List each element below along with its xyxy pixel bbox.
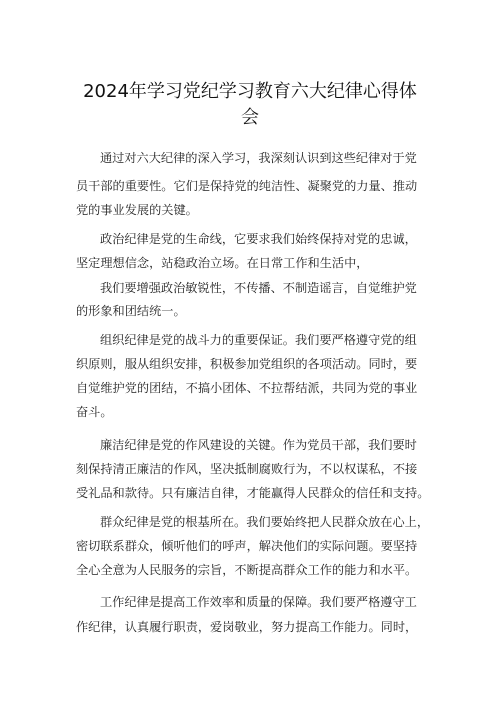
body-line: 全心全意为人民服务的宗旨，不断提高群众工作的能力和水平。: [76, 563, 418, 577]
body-line: 党的事业发展的关键。: [76, 203, 198, 217]
body-line: 密切联系群众，倾听他们的呼声，解决他们的实际问题。要坚持: [76, 539, 418, 553]
body-line: 自觉维护党的团结，不搞小团体、不拉帮结派，共同为党的事业: [76, 381, 418, 395]
body-line: 织原则，服从组织安排，积极参加党组织的各项活动。同时，要: [76, 357, 418, 371]
body-line: 群众纪律是党的根基所在。我们要始终把人民群众放在心上，: [100, 515, 430, 529]
body-line: 我们要增强政治敏锐性，不传播、不制造谣言，自觉维护党: [100, 281, 417, 295]
body-line: 员干部的重要性。它们是保持党的纯洁性、凝聚党的力量、推动: [76, 179, 418, 193]
body-line: 受礼品和款待。只有廉洁自律，才能赢得人民群众的信任和支持。: [76, 486, 430, 500]
body-line: 奋斗。: [76, 405, 113, 419]
body-line: 作纪律，认真履行职责，爱岗敬业，努力提高工作能力。同时，: [76, 620, 418, 634]
body-line: 坚定理想信念，站稳政治立场。在日常工作和生活中，: [76, 256, 369, 270]
body-line: 政治纪律是党的生命线，它要求我们始终保持对党的忠诚，: [100, 232, 417, 246]
body-line: 刻保持清正廉洁的作风，坚决抵制腐败行为，不以权谋私，不接: [76, 462, 418, 476]
body-line: 的形象和团结统一。: [76, 304, 186, 318]
body-line: 组织纪律是党的战斗力的重要保证。我们要严格遵守党的组: [100, 333, 417, 347]
body-line: 廉洁纪律是党的作风建设的关键。作为党员干部，我们要时: [100, 438, 417, 452]
body-line: 通过对六大纪律的深入学习，我深刻认识到这些纪律对于党: [100, 151, 417, 165]
document-title-line-2: 会: [241, 107, 259, 128]
body-line: 工作纪律是提高工作效率和质量的保障。我们要严格遵守工: [100, 595, 417, 609]
document-title-line-1: 2024年学习党纪学习教育六大纪律心得体: [83, 81, 417, 102]
